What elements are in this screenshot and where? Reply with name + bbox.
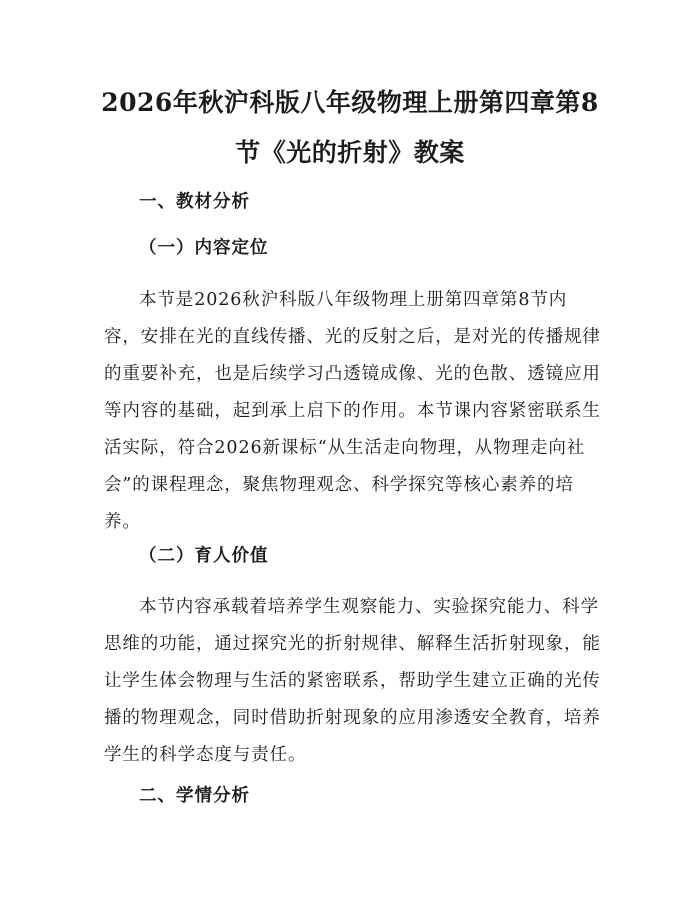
paragraph-content-positioning bbox=[104, 290, 609, 549]
paragraph-line: 容，安排在光的直线传播、光的反射之后，是对光的传播规律 bbox=[104, 327, 601, 347]
paragraph-line: 等内容的基础，起到承上启下的作用。本节课内容紧密联系生 bbox=[104, 401, 601, 421]
paragraph-educational-value bbox=[104, 597, 609, 782]
paragraph-line: 会”的课程理念，聚焦物理观念、科学探究等核心素养的培 bbox=[104, 475, 574, 495]
paragraph-line: 思维的功能，通过探究光的折射规律、解释生活折射现象，能 bbox=[104, 634, 601, 654]
paragraph-line: 的重要补充，也是后续学习凸透镜成像、光的色散、透镜应用 bbox=[104, 364, 601, 384]
paragraph-line: 本节是2026秋沪科版八年级物理上册第四章第8节内 bbox=[139, 290, 568, 310]
subsection-heading-content-positioning: （一）内容定位 bbox=[139, 238, 269, 258]
paragraph-line: 本节内容承载着培养学生观察能力、实验探究能力、科学 bbox=[139, 597, 599, 617]
section-heading-materials-analysis: 一、教材分析 bbox=[139, 192, 250, 212]
paragraph-line: 播的物理观念，同时借助折射现象的应用渗透安全教育，培养 bbox=[104, 708, 601, 728]
document-title-line-2: 节《光的折射》教案 bbox=[235, 138, 465, 167]
paragraph-line: 活实际，符合2026新课标“从生活走向物理，从物理走向社 bbox=[104, 438, 586, 458]
document-title-line-1: 2026年秋沪科版八年级物理上册第四章第8 bbox=[101, 88, 599, 117]
paragraph-line: 养。 bbox=[104, 512, 141, 532]
section-heading-learner-analysis: 二、学情分析 bbox=[139, 786, 250, 806]
paragraph-line: 让学生体会物理与生活的紧密联系，帮助学生建立正确的光传 bbox=[104, 671, 601, 691]
paragraph-line: 学生的科学态度与责任。 bbox=[104, 745, 307, 765]
subsection-heading-educational-value: （二）育人价值 bbox=[139, 546, 269, 566]
